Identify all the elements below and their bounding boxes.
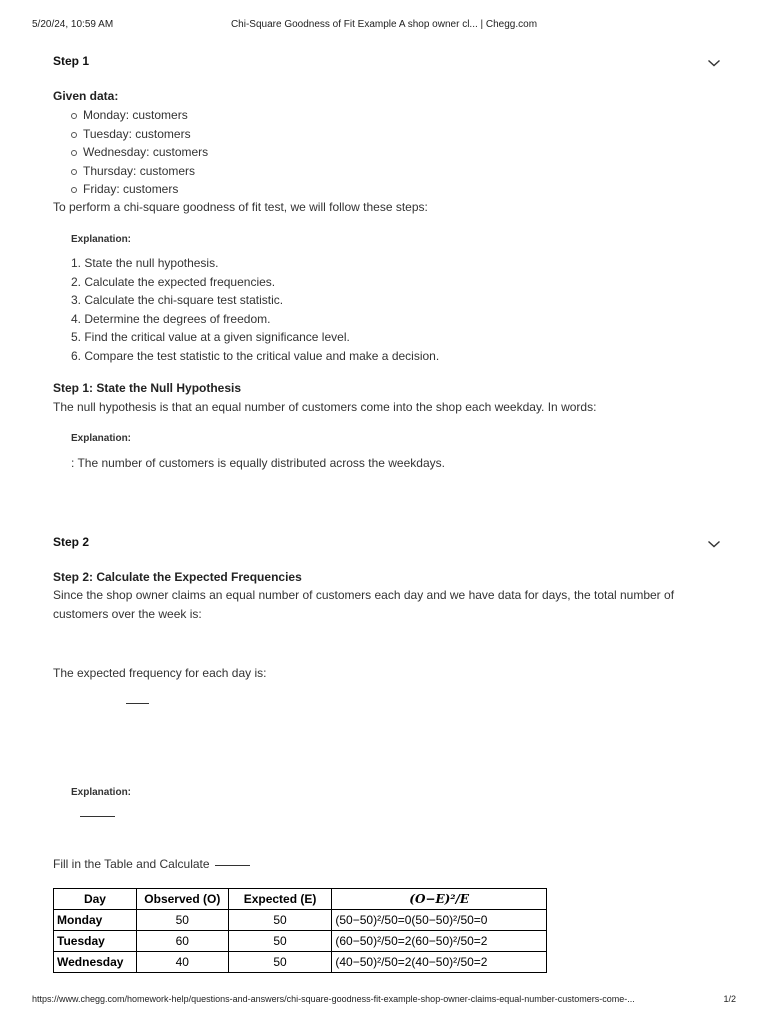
- table-cell: Wednesday: [54, 952, 137, 973]
- step-2-title: Step 2: [53, 535, 90, 549]
- procedure-steps-list: [71, 254, 439, 366]
- table-cell: Monday: [54, 910, 137, 931]
- list-item: Wednesday: customers: [69, 143, 208, 162]
- bullet-icon: [71, 187, 77, 193]
- list-item: Friday: customers: [69, 180, 208, 199]
- explanation-label: Explanation:: [71, 234, 132, 245]
- given-data-list: [69, 106, 208, 199]
- list-item: 2. Calculate the expected frequencies.: [71, 274, 276, 289]
- table-cell: Tuesday: [54, 931, 137, 952]
- table-cell: (50−50)²/50=0(50−50)²/50=0: [332, 910, 547, 931]
- column-header-observed: Observed (O): [136, 889, 228, 910]
- bullet-icon: [71, 169, 77, 175]
- column-header-chi-component: (O−E)²/E: [332, 889, 547, 910]
- page-number: 1/2: [723, 994, 736, 1004]
- list-item: 4. Determine the degrees of freedom.: [71, 311, 271, 326]
- chevron-down-icon: [707, 539, 721, 549]
- expected-frequency-text: The expected frequency for each day is:: [53, 666, 267, 680]
- fraction-bar: [215, 865, 250, 866]
- table-row: [54, 910, 547, 931]
- null-hypothesis-statement: : The number of customers is equally distributed across the weekdays.: [71, 456, 445, 470]
- bullet-icon: [71, 132, 77, 138]
- step-1-title: Step 1: [53, 54, 90, 68]
- bullet-icon: [71, 113, 77, 119]
- steps-intro-text: To perform a chi-square goodness of fit test, we will follow these steps:: [53, 200, 428, 214]
- print-header: [32, 19, 736, 33]
- table-cell: (40−50)²/50=2(40−50)²/50=2: [332, 952, 547, 973]
- list-item: Monday: customers: [69, 106, 208, 125]
- column-header-expected: Expected (E): [228, 889, 332, 910]
- fraction-bar: [80, 816, 115, 817]
- table-cell: 50: [228, 931, 332, 952]
- table-cell: 60: [136, 931, 228, 952]
- explanation-label: Explanation:: [71, 787, 132, 798]
- table-cell: 40: [136, 952, 228, 973]
- step-1-collapse-toggle[interactable]: [707, 55, 721, 73]
- explanation-label: Explanation:: [71, 433, 132, 444]
- expected-frequencies-text-line-2: customers over the week is:: [53, 607, 202, 621]
- print-datetime: 5/20/24, 10:59 AM: [32, 19, 114, 30]
- print-document-title: Chi-Square Goodness of Fit Example A shop owner cl... | Chegg.com: [230, 19, 538, 30]
- list-item: 1. State the null hypothesis.: [71, 256, 219, 270]
- fill-table-label: Fill in the Table and Calculate: [53, 857, 210, 871]
- table-cell: 50: [136, 910, 228, 931]
- expected-frequencies-heading: Step 2: Calculate the Expected Frequencies: [53, 570, 302, 584]
- given-data-label: Given data:: [53, 89, 119, 103]
- list-item: Thursday: customers: [69, 162, 208, 181]
- table-cell: 50: [228, 910, 332, 931]
- null-hypothesis-text: The null hypothesis is that an equal number of customers come into the shop each weekday. In words:: [53, 400, 597, 414]
- chi-square-table: [53, 888, 547, 973]
- null-hypothesis-heading: Step 1: State the Null Hypothesis: [53, 381, 242, 395]
- step-2-collapse-toggle[interactable]: [707, 536, 721, 554]
- table-row: [54, 931, 547, 952]
- list-item: 5. Find the critical value at a given significance level.: [71, 330, 350, 345]
- print-url: https://www.chegg.com/homework-help/questions-and-answers/chi-square-goodness-fit-example-shop-owner-claims-equal-number-customers-come-...: [32, 994, 635, 1004]
- table-row: [54, 952, 547, 973]
- column-header-day: Day: [54, 889, 137, 910]
- table-cell: (60−50)²/50=2(60−50)²/50=2: [332, 931, 547, 952]
- list-item: 6. Compare the test statistic to the critical value and make a decision.: [71, 348, 440, 363]
- print-footer: [32, 994, 736, 1008]
- bullet-icon: [71, 150, 77, 156]
- table-cell: 50: [228, 952, 332, 973]
- table-header-row: [54, 889, 547, 910]
- list-item: Tuesday: customers: [69, 125, 208, 144]
- expected-frequencies-text-line-1: Since the shop owner claims an equal number of customers each day and we have data for days, the total number of: [53, 588, 675, 602]
- list-item: 3. Calculate the chi-square test statistic.: [71, 293, 284, 308]
- fraction-bar: [126, 703, 149, 704]
- chevron-down-icon: [707, 58, 721, 68]
